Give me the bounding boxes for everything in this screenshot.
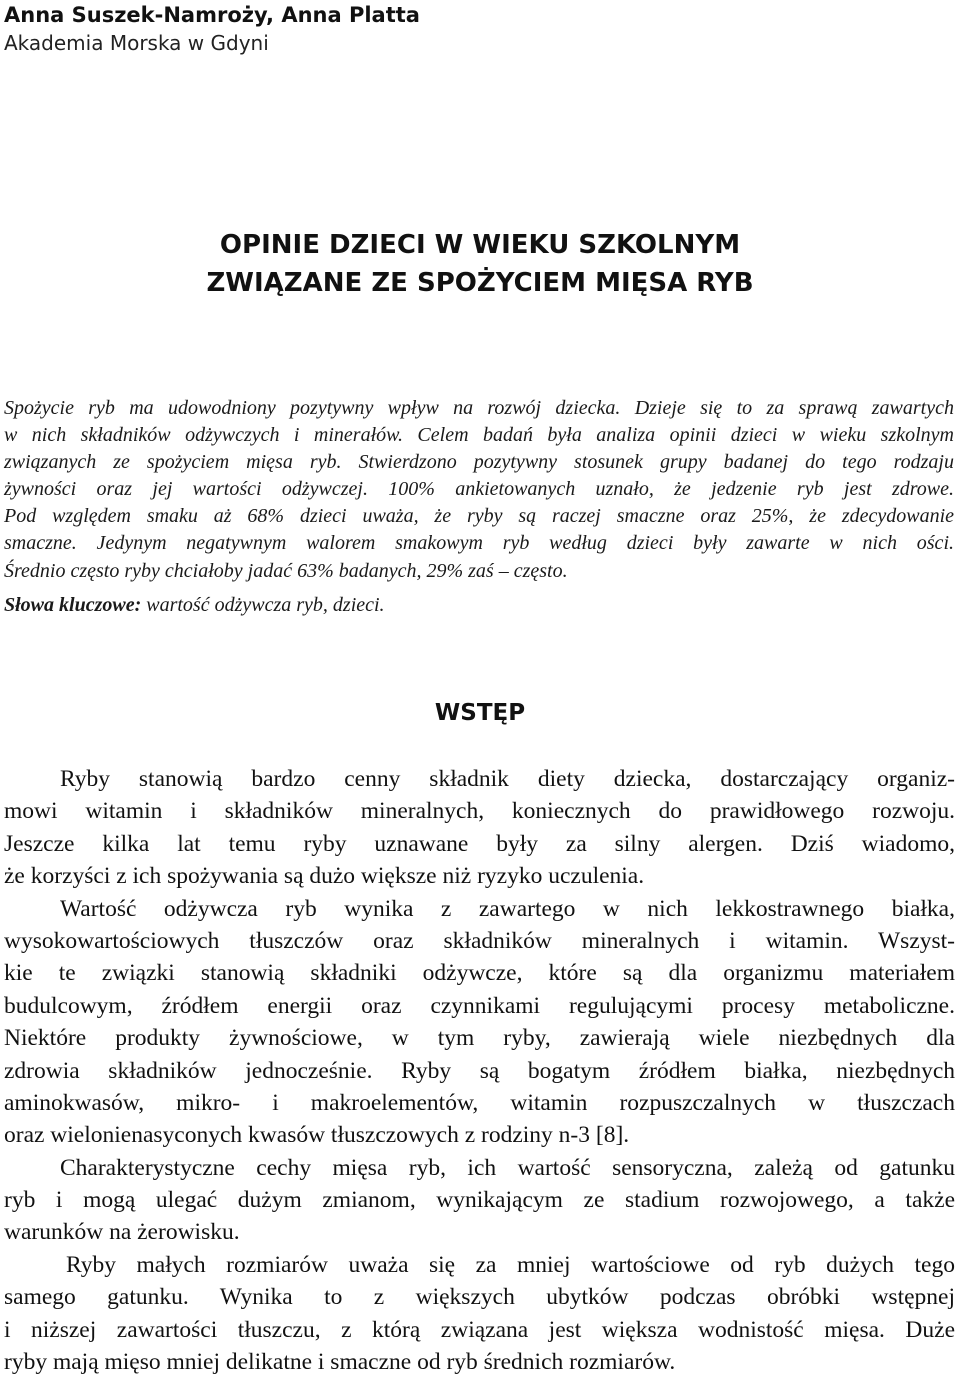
body-line: warunków na żerowisku. bbox=[4, 1219, 240, 1246]
abstract-line: Średnio często ryby chciałoby jadać 63% badanych, 29% zaś – często. bbox=[4, 559, 568, 582]
body-line: mowi witamin i składników mineralnych, koniecznych do prawidłowego rozwoju. bbox=[4, 798, 955, 825]
body-line: Charakterystyczne cechy mięsa ryb, ich wartość sensoryczna, zależą od gatunku bbox=[60, 1154, 955, 1181]
body-line: Jeszcze kilka lat temu ryby uznawane były za silny alergen. Dziś wiadomo, bbox=[4, 830, 955, 857]
keywords-text: wartość odżywcza ryb, dzieci. bbox=[141, 594, 385, 616]
paper-title-line-1: OPINIE DZIECI W WIEKU SZKOLNYM bbox=[219, 230, 741, 260]
abstract-line: smaczne. Jedynym negatywnym walorem smakowym ryb według dzieci były zawarte w nich ości. bbox=[4, 532, 954, 555]
section-heading: WSTĘP bbox=[434, 700, 526, 726]
body-line: wysokowartościowych tłuszczów oraz składników mineralnych i witamin. Wszyst- bbox=[4, 927, 955, 954]
body-line: ryby mają mięso mniej delikatne i smaczne od ryb średnich rozmiarów. bbox=[4, 1349, 676, 1376]
abstract-line: Pod względem smaku aż 68% dzieci uważa, że ryby są raczej smaczne oraz 25%, że zdecydowanie bbox=[4, 505, 954, 528]
abstract-line: w nich składników odżywczych i minerałów. Celem badań była analiza opinii dzieci w wieku szkolnym bbox=[4, 424, 954, 447]
body-line: Ryby stanowią bardzo cenny składnik diety dziecka, dostarczający organiz- bbox=[60, 766, 955, 792]
body-line: kie te związki stanowią składniki odżywcze, które są dla organizmu materiałem bbox=[4, 960, 955, 987]
body-line: samego gatunku. Wynika to z większych ubytków podczas obróbki wstępnej bbox=[4, 1284, 955, 1311]
body-line: ryb i mogą ulegać dużym zmianom, wynikającym ze stadium rozwojowego, a także bbox=[4, 1187, 955, 1214]
paper-title-line-2: ZWIĄZANE ZE SPOŻYCIEM MIĘSA RYB bbox=[206, 268, 754, 298]
body-line: oraz wielonienasyconych kwasów tłuszczowych z rodziny n-3 [8]. bbox=[4, 1122, 630, 1149]
body-line: i niższej zawartości tłuszczu, z którą związana jest większa wodnistość mięsa. Duże bbox=[4, 1316, 955, 1343]
keywords bbox=[4, 592, 385, 619]
authors: Anna Suszek-Namroży, Anna Platta bbox=[4, 3, 420, 27]
body-line: Niektóre produkty żywnościowe, w tym ryby, zawierają wiele niezbędnych dla bbox=[4, 1025, 955, 1052]
section-body bbox=[4, 763, 955, 1378]
abstract-line: Spożycie ryb ma udowodniony pozytywny wpływ na rozwój dziecka. Dzieje się to za sprawą zawartych bbox=[4, 397, 954, 419]
affiliation: Akademia Morska w Gdyni bbox=[4, 31, 269, 55]
body-line: Ryby małych rozmiarów uważa się za mniej wartościowe od ryb dużych tego bbox=[66, 1251, 955, 1278]
body-line: budulcowym, źródłem energii oraz czynnikami regulującymi procesy metaboliczne. bbox=[4, 992, 955, 1019]
body-line: aminokwasów, mikro- i makroelementów, witamin rozpuszczalnych w tłuszczach bbox=[4, 1089, 955, 1116]
keywords-label: Słowa kluczowe: bbox=[4, 594, 142, 616]
body-line: Wartość odżywcza ryb wynika z zawartego w nich lekkostrawnego białka, bbox=[60, 895, 955, 922]
body-line: że korzyści z ich spożywania są dużo większe niż ryzyko uczulenia. bbox=[4, 863, 645, 890]
abstract bbox=[4, 395, 954, 585]
body-line: zdrowia składników jednocześnie. Ryby są bogatym źródłem białka, niezbędnych bbox=[4, 1057, 955, 1084]
abstract-line: związanych ze spożyciem mięsa ryb. Stwierdzono pozytywny stosunek grupy badanej do tego rodzaju bbox=[4, 451, 954, 474]
abstract-line: żywności oraz jej wartości odżywczej. 100% ankietowanych uznało, że jedzenie ryb jest zdrowe. bbox=[4, 478, 954, 501]
